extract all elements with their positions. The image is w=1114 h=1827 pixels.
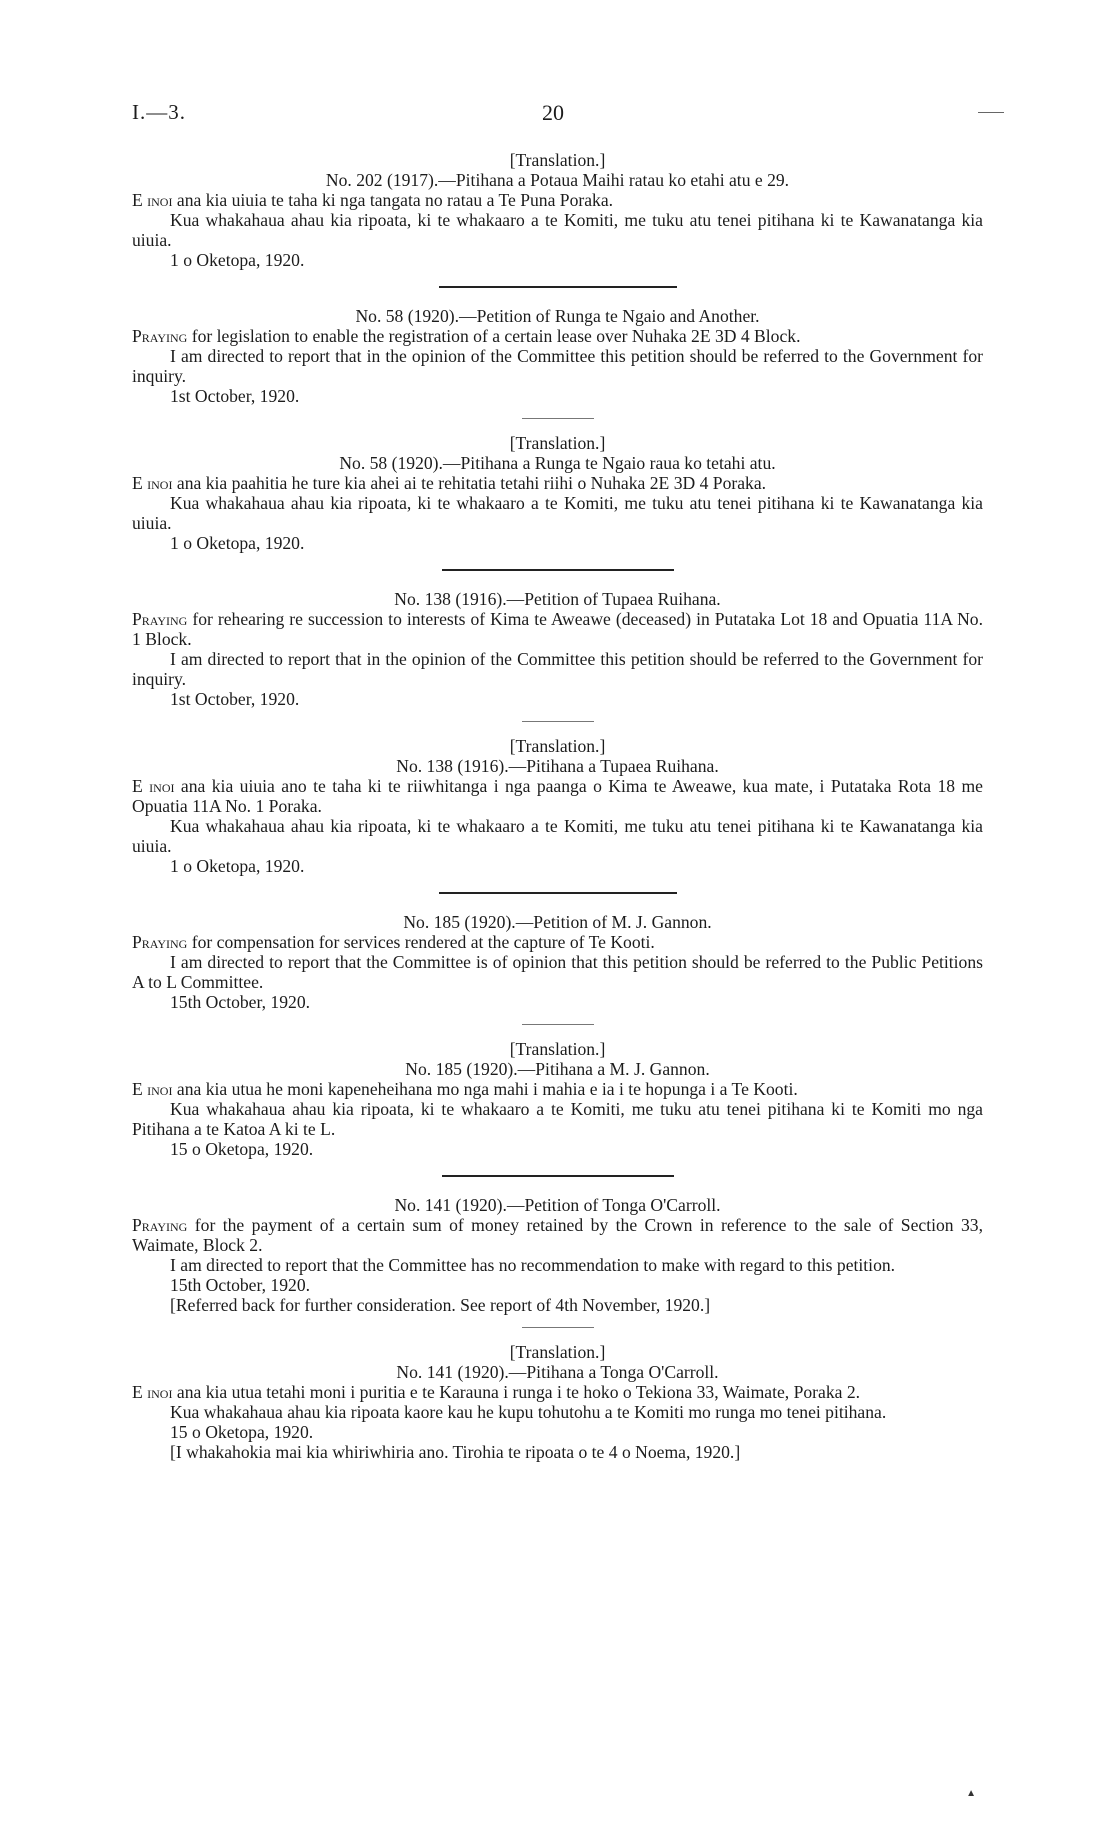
- translation-divider: [522, 721, 594, 722]
- petition-prayer: [132, 326, 983, 346]
- prayer-text: ana kia uiuia ano te taha ki te riiwhitanga i nga paanga o Kima te Aweawe, kua mate, i Putataka Rota 18 me Opuatia 11A No. 1 Poraka.: [132, 776, 983, 816]
- report-date: 1st October, 1920.: [170, 386, 300, 406]
- petition-section: [132, 306, 983, 406]
- petition-prayer: [132, 1382, 983, 1402]
- opening-word: E inoi: [132, 1079, 173, 1099]
- opening-word: Praying: [132, 326, 188, 346]
- translation-label: [Translation.]: [509, 1342, 606, 1362]
- petition-prayer: [132, 473, 983, 493]
- prayer-text: for rehearing re succession to interests of Kima te Aweawe (deceased) in Putataka Lot 18 and Opuatia 11A No. 1 Block.: [132, 609, 983, 649]
- committee-report: I am directed to report that the Committee is of opinion that this petition should be referred to the Public Petitions A to L Committee.: [132, 952, 983, 992]
- document-reference: I.—3.: [132, 100, 186, 124]
- petition-prayer: [132, 609, 983, 649]
- document-body: [132, 150, 983, 1462]
- section-divider: [439, 892, 677, 894]
- opening-word: Praying: [132, 609, 188, 629]
- prayer-text: ana kia paahitia he ture kia ahei ai te rehitatia tetahi riihi o Nuhaka 2E 3D 4 Poraka.: [172, 473, 767, 493]
- report-date: 15th October, 1920.: [170, 1275, 311, 1295]
- report-date: 1 o Oketopa, 1920.: [170, 533, 305, 553]
- petition-section: [132, 1039, 983, 1159]
- committee-report: Kua whakahaua ahau kia ripoata, ki te whakaaro a te Komiti, me tuku atu tenei pitihana ki te Kawanatanga kia uiuia.: [132, 493, 983, 533]
- translation-label: [Translation.]: [509, 736, 606, 756]
- opening-word: E inoi: [132, 190, 173, 210]
- report-date: 1st October, 1920.: [170, 689, 300, 709]
- petition-prayer: [132, 1215, 983, 1255]
- opening-word: E inoi: [132, 1382, 173, 1402]
- page-header: [132, 100, 984, 130]
- petition-title: No. 138 (1916).—Pitihana a Tupaea Ruihana.: [396, 756, 719, 776]
- committee-report: I am directed to report that the Committee has no recommendation to make with regard to this petition.: [170, 1255, 896, 1275]
- report-date: 15 o Oketopa, 1920.: [170, 1139, 314, 1159]
- translation-divider: [522, 1024, 594, 1025]
- committee-report: Kua whakahaua ahau kia ripoata, ki te whakaaro a te Komiti, me tuku atu tenei pitihana ki te Kawanatanga kia uiuia.: [132, 210, 983, 250]
- section-divider: [439, 286, 677, 288]
- committee-report: Kua whakahaua ahau kia ripoata, ki te whakaaro a te Komiti, me tuku atu tenei pitihana ki te Komiti mo nga Pitihana a te Katoa A ki te L.: [132, 1099, 983, 1139]
- report-date: 1 o Oketopa, 1920.: [170, 856, 305, 876]
- report-date: 15th October, 1920.: [170, 992, 311, 1012]
- prayer-text: ana kia utua tetahi moni i puritia e te Karauna i runga i te hoko o Tekiona 33, Waimate, Poraka 2.: [172, 1382, 861, 1402]
- petition-prayer: [132, 190, 983, 210]
- petition-section: [132, 736, 983, 876]
- opening-word: E inoi: [132, 776, 175, 796]
- petition-title: No. 185 (1920).—Pitihana a M. J. Gannon.: [405, 1059, 710, 1079]
- committee-report: I am directed to report that in the opinion of the Committee this petition should be referred to the Government for inquiry.: [132, 649, 983, 689]
- petition-title: No. 141 (1920).—Petition of Tonga O'Carroll.: [394, 1195, 721, 1215]
- page-number: 20: [542, 100, 564, 125]
- petition-title: No. 202 (1917).—Pitihana a Potaua Maihi ratau ko etahi atu e 29.: [325, 170, 790, 190]
- petition-prayer: [132, 1079, 983, 1099]
- translation-label: [Translation.]: [509, 150, 606, 170]
- petition-title: No. 58 (1920).—Petition of Runga te Ngaio and Another.: [355, 306, 760, 326]
- translation-label: [Translation.]: [509, 1039, 606, 1059]
- committee-report: I am directed to report that in the opinion of the Committee this petition should be referred to the Government for inquiry.: [132, 346, 983, 386]
- margin-dash: [978, 112, 1004, 113]
- prayer-text: for compensation for services rendered at the capture of Te Kooti.: [187, 932, 655, 952]
- petition-title: No. 185 (1920).—Petition of M. J. Gannon.: [403, 912, 712, 932]
- prayer-text: ana kia uiuia te taha ki nga tangata no ratau a Te Puna Poraka.: [172, 190, 614, 210]
- petition-prayer: [132, 932, 983, 952]
- petition-section: [132, 1342, 983, 1462]
- section-divider: [442, 1175, 674, 1177]
- report-date: 1 o Oketopa, 1920.: [170, 250, 305, 270]
- translation-divider: [522, 418, 594, 419]
- petition-section: [132, 433, 983, 553]
- petition-title: No. 138 (1916).—Petition of Tupaea Ruihana.: [394, 589, 721, 609]
- petition-section: [132, 589, 983, 709]
- committee-report: Kua whakahaua ahau kia ripoata kaore kau he kupu tohutohu a te Komiti mo runga mo tenei pitihana.: [170, 1402, 887, 1422]
- petition-section: [132, 912, 983, 1012]
- petition-title: No. 58 (1920).—Pitihana a Runga te Ngaio raua ko tetahi atu.: [339, 453, 776, 473]
- referral-note: [I whakahokia mai kia whiriwhiria ano. Tirohia te ripoata o te 4 o Noema, 1920.]: [170, 1442, 741, 1462]
- prayer-text: for legislation to enable the registration of a certain lease over Nuhaka 2E 3D 4 Block.: [187, 326, 801, 346]
- report-date: 15 o Oketopa, 1920.: [170, 1422, 314, 1442]
- opening-word: Praying: [132, 1215, 188, 1235]
- opening-word: Praying: [132, 932, 188, 952]
- prayer-text: ana kia utua he moni kapeneheihana mo nga mahi i mahia e ia i te hopunga i a Te Kooti.: [172, 1079, 798, 1099]
- petition-section: [132, 150, 983, 270]
- opening-word: E inoi: [132, 473, 173, 493]
- petition-title: No. 141 (1920).—Pitihana a Tonga O'Carroll.: [396, 1362, 719, 1382]
- petition-section: [132, 1195, 983, 1315]
- translation-label: [Translation.]: [509, 433, 606, 453]
- translation-divider: [522, 1327, 594, 1328]
- prayer-text: for the payment of a certain sum of money retained by the Crown in reference to the sale of Section 33, Waimate, Block 2.: [132, 1215, 983, 1255]
- section-divider: [442, 569, 674, 571]
- margin-mark: ▲: [966, 1788, 976, 1799]
- referral-note: [Referred back for further consideration. See report of 4th November, 1920.]: [170, 1295, 711, 1315]
- committee-report: Kua whakahaua ahau kia ripoata, ki te whakaaro a te Komiti, me tuku atu tenei pitihana ki te Kawanatanga kia uiuia.: [132, 816, 983, 856]
- petition-prayer: [132, 776, 983, 816]
